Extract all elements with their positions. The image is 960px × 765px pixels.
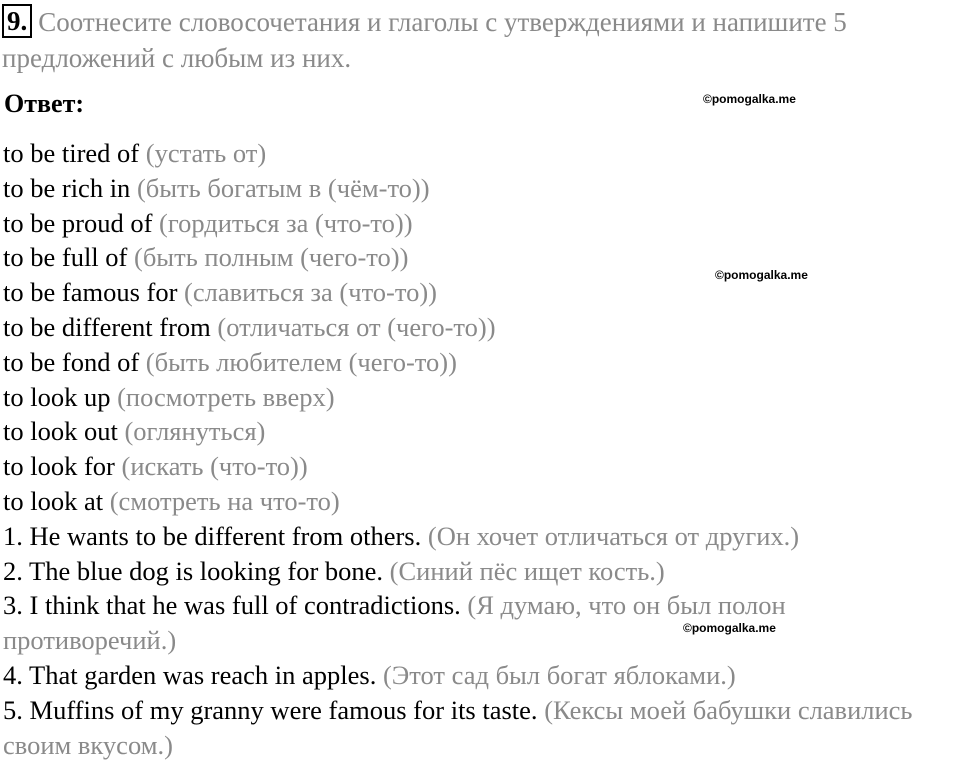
phrase-english: to be proud of (3, 207, 153, 238)
sentence-translation: (Этот сад был богат яблоками.) (382, 659, 736, 690)
watermark: ©pomogalka.me (703, 92, 796, 106)
sentence-line (3, 588, 953, 658)
phrase-line (3, 414, 953, 449)
phrase-english: to be rich in (3, 172, 131, 203)
phrase-translation: (устать от) (145, 138, 267, 168)
phrase-line (3, 484, 953, 519)
phrase-translation: (быть богатым в (чём-то)) (136, 172, 430, 203)
sentence-line (3, 519, 953, 554)
phrase-line (3, 171, 953, 206)
phrase-line (3, 380, 953, 415)
task-number: 9. (2, 4, 32, 38)
phrase-translation: (быть полным (чего-то)) (134, 242, 409, 273)
sentence-english: 3. I think that he was full of contradictions. (3, 590, 461, 621)
watermark: ©pomogalka.me (683, 621, 776, 635)
phrase-english: to be famous for (3, 277, 178, 308)
phrase-english: to be different from (3, 311, 211, 342)
sentence-line (3, 658, 953, 693)
phrase-translation: (искать (что-то)) (121, 451, 308, 482)
task-text: Соотнесите словосочетания и глаголы с утверждениями и напишите 5 предложений с любым из них. (2, 7, 847, 73)
phrase-line (3, 136, 953, 171)
sentence-translation: (Я думаю, что он был полон противоречий.) (3, 590, 786, 656)
phrase-english: to look at (3, 485, 104, 516)
phrase-line (3, 206, 953, 241)
phrase-line (3, 275, 953, 310)
phrase-translation: (гордиться за (что-то)) (159, 207, 413, 238)
watermark: ©pomogalka.me (715, 268, 808, 282)
phrase-english: to be full of (3, 242, 134, 273)
sentence-translation: (Он хочет отличаться от других.) (427, 520, 800, 551)
sentence-translation: (Синий пёс ищет кость.) (389, 555, 665, 586)
phrase-english: to look out (3, 416, 118, 447)
phrase-english: to look for (3, 451, 115, 482)
phrase-english: to look up (3, 381, 111, 412)
phrase-english: to be fond of (3, 346, 140, 377)
sentence-line (3, 693, 953, 763)
sentence-english: 4. That garden was reach in apples. (3, 659, 377, 690)
phrase-line (3, 310, 953, 345)
phrase-translation: (смотреть на что-то) (109, 485, 340, 516)
answer-label: Ответ: (4, 89, 85, 118)
task-statement (2, 4, 952, 76)
sentence-english: 5. Muffins of my granny were famous for its taste. (3, 694, 538, 725)
phrase-translation: (быть любителем (чего-то)) (145, 346, 457, 377)
phrase-translation: (посмотреть вверх) (117, 381, 335, 412)
phrase-translation: (отличаться от (чего-то)) (217, 311, 496, 342)
phrase-translation: (славиться за (что-то)) (184, 277, 438, 308)
answer-lines (3, 136, 953, 762)
sentence-english: 2. The blue dog is looking for bone. (3, 555, 384, 586)
phrase-line (3, 449, 953, 484)
phrase-translation: (оглянуться) (124, 416, 266, 447)
sentence-english: 1. He wants to be different from others. (3, 520, 422, 551)
sentence-line (3, 554, 953, 589)
phrase-english: to be tired of (3, 138, 140, 168)
phrase-line (3, 240, 953, 275)
phrase-line (3, 345, 953, 380)
sentence-translation: (Кексы моей бабушки славились своим вкусом.) (3, 694, 913, 760)
